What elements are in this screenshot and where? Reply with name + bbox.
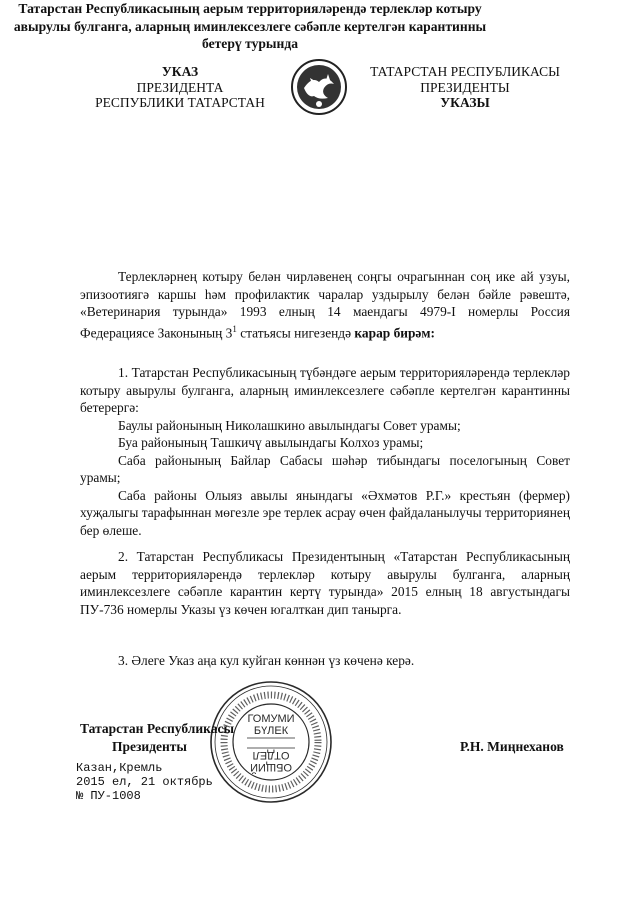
intro-tail: статьясы нигезендә [236,324,355,340]
signature-role-line1: Татарстан Республикасы [80,721,235,736]
item-1-sub-4: Саба районы Олыяз авылы янындагы «Әхмәтов Р.Г.» крестьян (фермер) хуҗалыгы тарафыннан мөгезле эре терлек асрау өчен файдаланылучы территориянең бер өлеше. [80,487,570,538]
signature-role-line2: Президенты [112,739,187,754]
intro-text: Терлекләрнең котыру белән чирләвенең соңгы очрагыннан соң ике ай узуы, эпизоотиягә каршы һәм профилактик чаралар уздырылу белән бәйле рәвештә, «Ветеринария турында» 1993 елның 14 маендагы 4979-I номерлы Россия Федерациясе Законының 3 [80,269,570,340]
header-right-line1: ТАТАРСТАН РЕСПУБЛИКАСЫ [370,64,560,79]
item-3-block [80,652,570,670]
footer-place: Казан,Кремль [76,761,163,775]
item-1: 1. Татарстан Республикасының түбәндәге аерым территорияләрендә терлекләр котыру авырулы булганга, аларның иминлексезлеге сәбәпле кертелгән карантинны бетерергә: [80,365,570,415]
footer-place-date [76,761,213,803]
header-left-line3: РЕСПУБЛИКИ ТАТАРСТАН [95,95,265,110]
header-left [80,64,280,111]
footer-date: 2015 ел, 21 октябрь [76,775,213,789]
stamp-line1: ГОМУМИ [247,713,295,725]
header-right [355,64,575,111]
header-right-line2: ПРЕЗИДЕНТЫ [420,79,510,95]
stamp-line4: ОБЩИЙ [250,761,292,773]
item-2-block [80,548,570,618]
header-left-line1: УКАЗ [161,64,199,79]
round-stamp [207,678,335,806]
header-left-line2: ПРЕЗИДЕНТА [136,79,224,95]
coat-of-arms-emblem [290,58,348,116]
item-3: 3. Әлеге Указ аңа кул куйган көннән үз көченә керә. [118,653,415,668]
intro-decision: карар бирәм: [354,324,435,340]
signature-name: Р.Н. Миңнеханов [460,739,564,754]
item-1-sub-2: Буа районының Ташкичү авылындагы Колхоз урамы; [118,435,424,450]
header-right-line3: УКАЗЫ [440,95,490,110]
intro-sup: 1 [232,323,237,334]
stamp-line2: БҮЛЕК [253,725,289,737]
item-2: 2. Татарстан Республикасы Президентының «Татарстан Республикасының аерым территорияләрендә терлекләр котыру авырулы булганга, аларның иминлексезлеге сәбәпле карантин кертү турында» 2015 елның 18 августындагы ПУ-736 номерлы Указы үз көчен югалткан дип танырга. [80,549,570,617]
item-1-sub-1: Баулы районының Николашкино авылындагы Совет урамы; [118,417,461,433]
item-1-block [80,364,570,539]
stamp-line3: ОТДЕЛ [252,749,290,761]
intro-paragraph [80,268,570,341]
item-1-sub-3: Саба районының Байлар Сабасы шәһәр тибындагы поселогының Совет урамы; [80,452,570,485]
document-title: Татарстан Республикасының аерым территорияләрендә терлекләр котыру авырулы булганга, аларның иминлексезлеге сәбәпле кертелгән карантинны бетерү турында [13,1,487,51]
footer-number: № ПУ-1008 [76,789,141,803]
